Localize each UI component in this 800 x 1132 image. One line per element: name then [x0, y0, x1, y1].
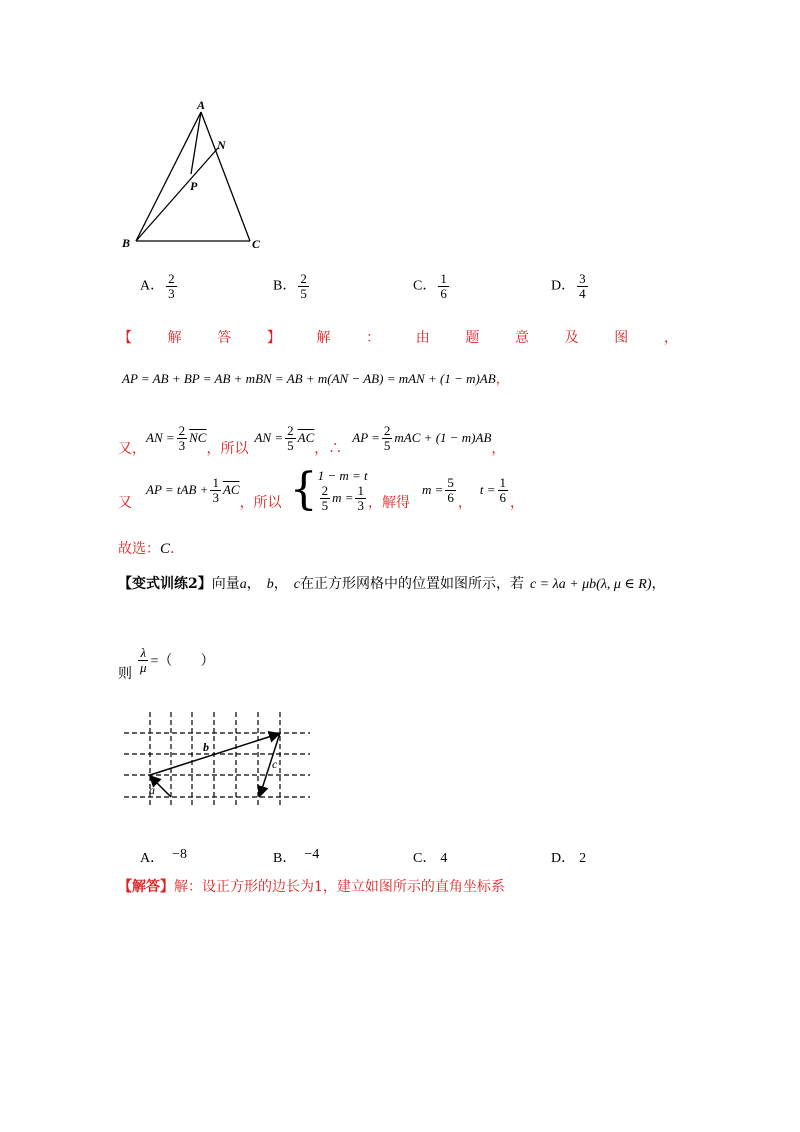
segment-ac	[201, 112, 250, 241]
label-n: N	[217, 138, 226, 152]
grid-figure	[122, 710, 312, 810]
label-vec-a: a	[149, 783, 155, 797]
q1-option-c[interactable]: C． $\frac{1}{6}$	[413, 271, 447, 301]
q1-option-b[interactable]: B． $\frac{2}{5}$	[273, 271, 307, 301]
label-b: B	[122, 236, 131, 250]
label-vec-c: c	[272, 757, 278, 771]
question2-ratio: 则 $\frac{\lambda}{\mu}$ =（ ）	[118, 644, 215, 682]
q2-option-c[interactable]: C． 4	[413, 851, 448, 866]
solution1-line3: 又 AP = tAB + $\frac{1}{3}$ $\overline{AC}$ ，所以 { 1 − m = t $\frac{2}{5}$ m = $\frac{1}{3}$ ，解得 m = $\frac{5}{6}$ ， t = $\frac{1}{6}$ ，	[118, 464, 525, 516]
triangle-figure	[118, 95, 278, 255]
q1-option-a[interactable]: A． $\frac{2}{3}$	[140, 271, 175, 301]
solution1-line1: AP = AB + BP = AB + mBN = AB + m(AN − AB) = mAN + (1 − m)AB，	[122, 371, 509, 387]
label-c: C	[252, 237, 261, 251]
label-p: P	[190, 179, 198, 193]
solution2-line: 【解答】解：设正方形的边长为1，建立如图所示的直角坐标系	[118, 879, 505, 895]
solution1-choice: 故选：C．	[118, 541, 185, 557]
solution1-header: 【 解 答 】 解 ： 由 题 意 及 图 ，	[118, 330, 678, 346]
segment-ab	[136, 112, 201, 241]
q2-option-b[interactable]: B． −4	[273, 847, 320, 866]
question2-stem: 【变式训练2】向量a， b， c在正方形网格中的位置如图所示，若 c = λa + μb(λ, μ ∈ R)，	[118, 576, 666, 592]
solution1-line2: 又， AN = $\frac{2}{3}$ $\overline{NC}$ ，所以 AN = $\frac{2}{5}$ $\overline{AC}$ ，∴ AP = $\frac{2}{5}$ mAC + (1 − m)AB ，	[118, 422, 506, 457]
segment-bn	[136, 148, 218, 241]
equation-system: { 1 − m = t $\frac{2}{5}$ m = $\frac{1}{3}$	[289, 464, 368, 516]
label-a: A	[197, 98, 206, 112]
q2-option-d[interactable]: D． 2	[551, 851, 587, 866]
q2-option-a[interactable]: A． −8	[140, 847, 188, 866]
label-vec-b: b	[203, 740, 209, 754]
q1-option-d[interactable]: D． $\frac{3}{4}$	[551, 271, 586, 301]
